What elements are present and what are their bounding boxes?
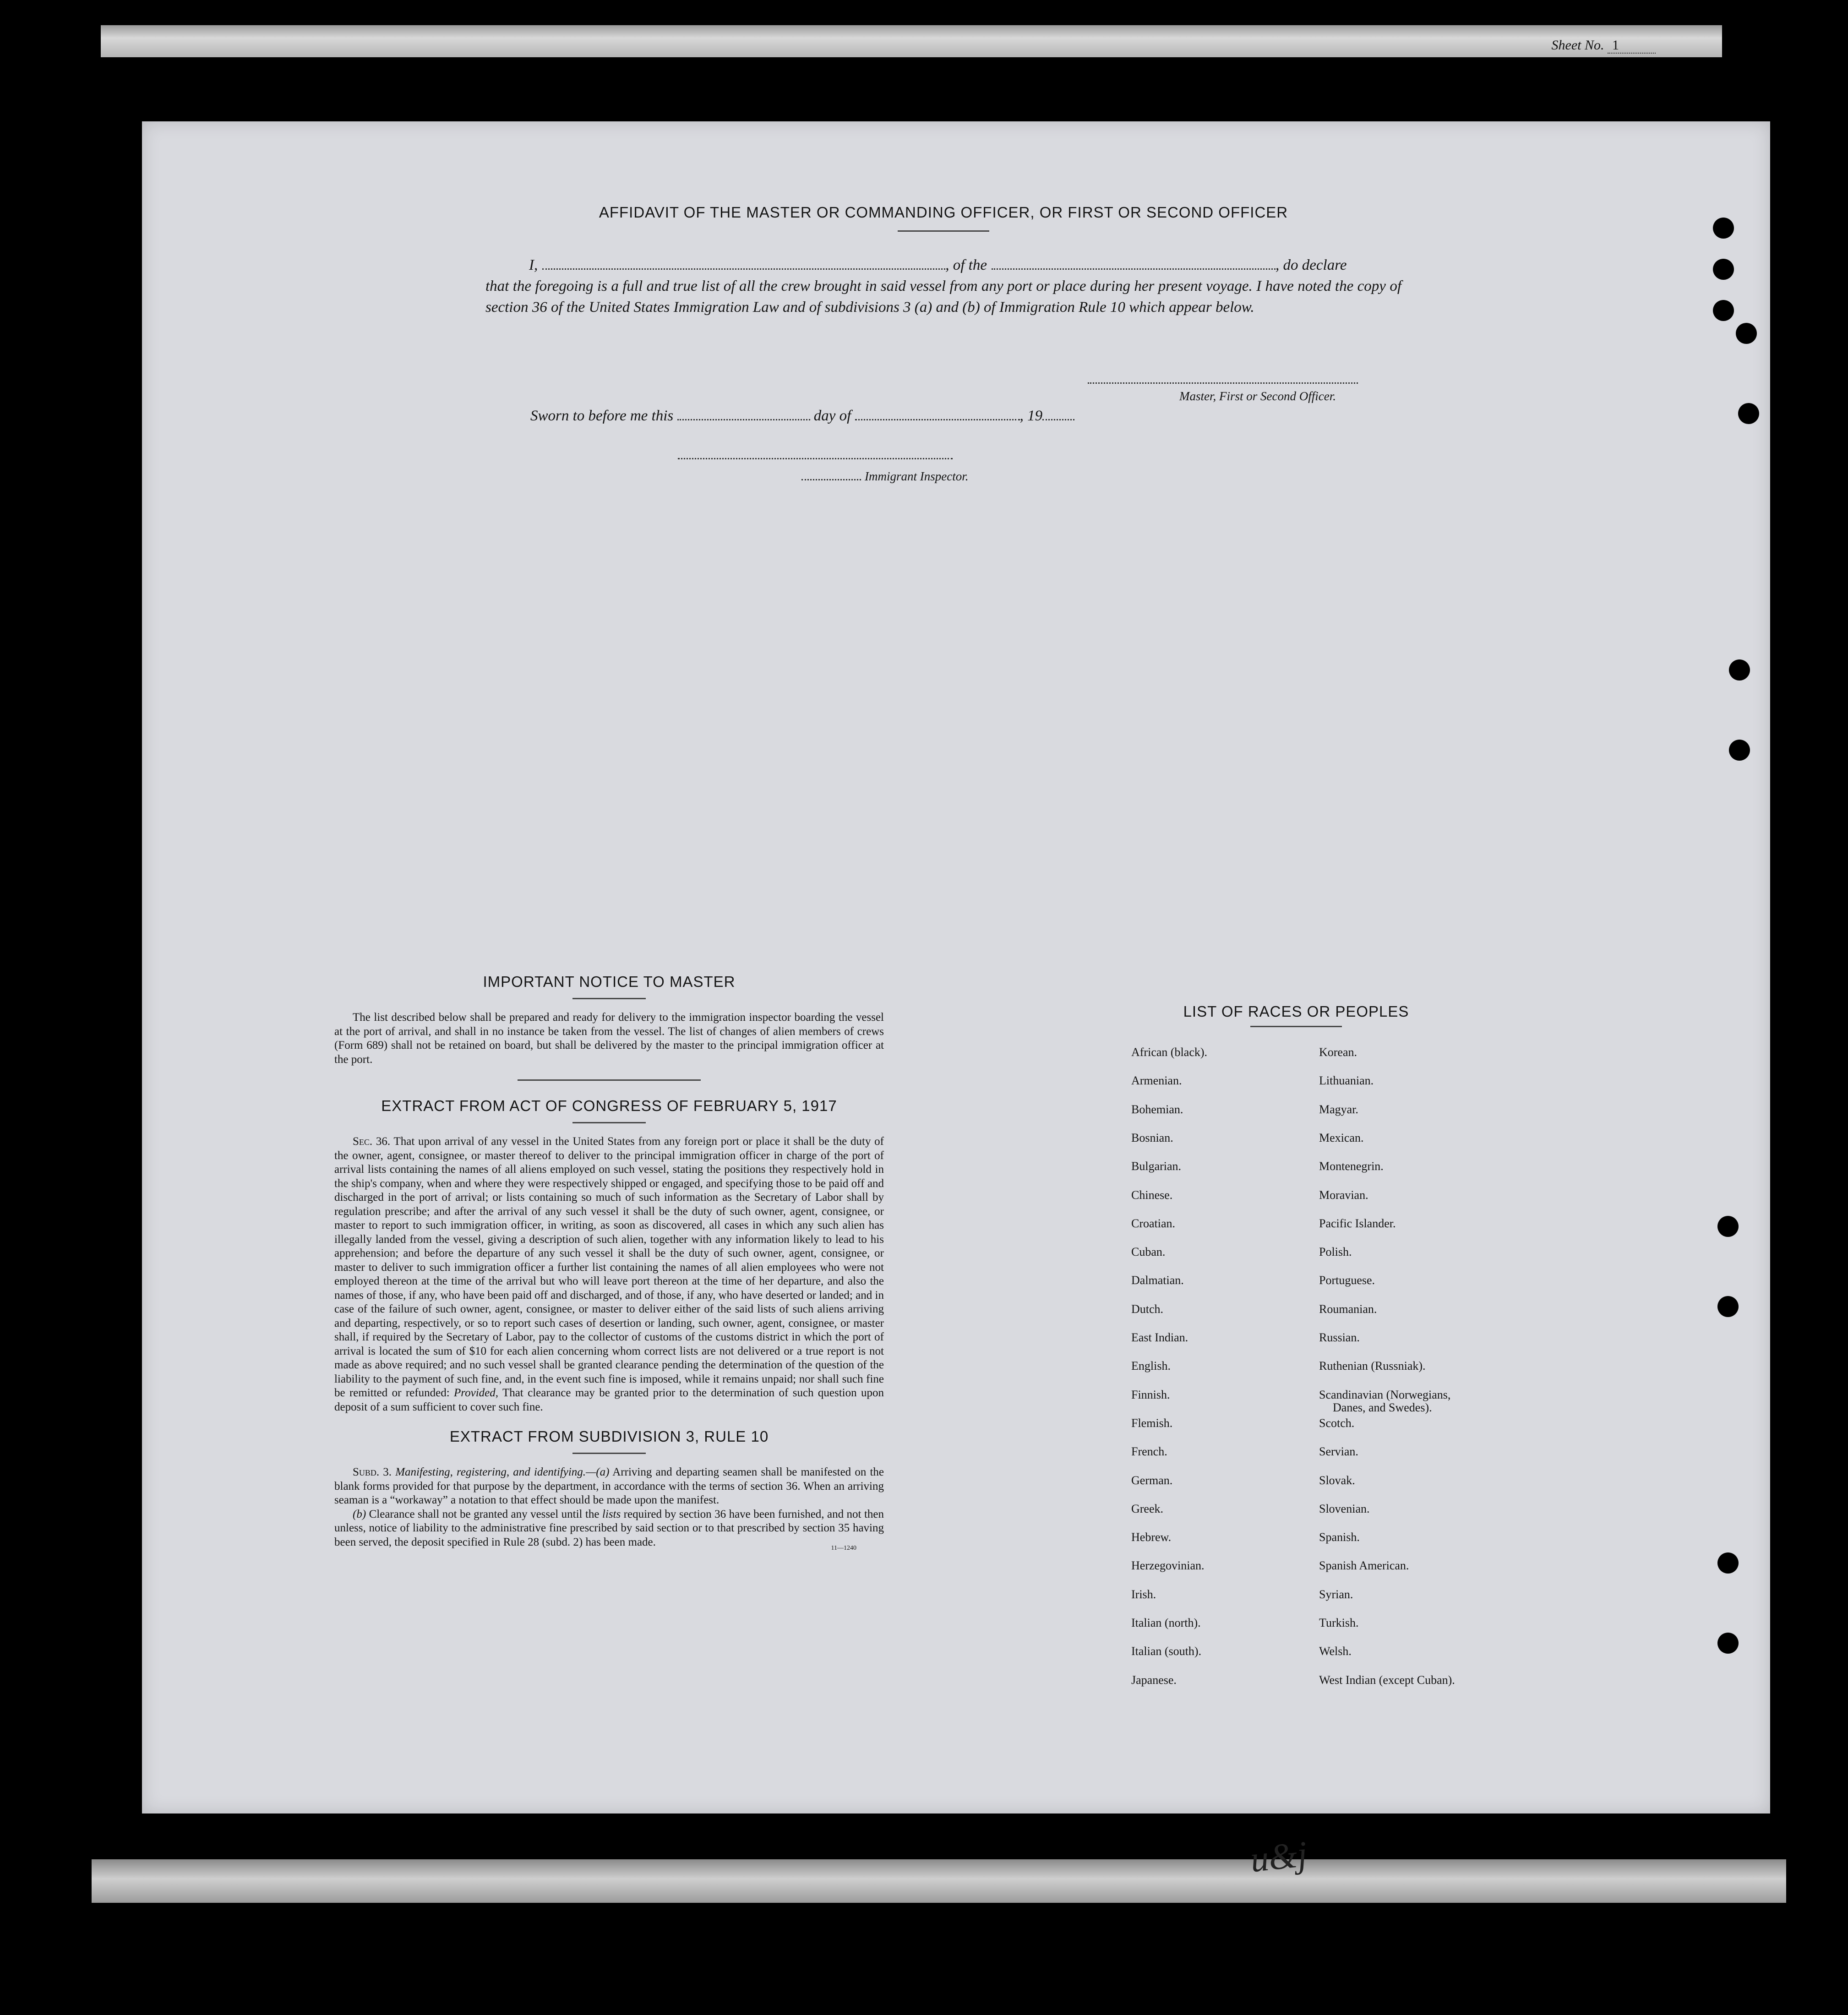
punch-hole (1713, 259, 1734, 280)
affidavit-text (485, 255, 1401, 318)
day-of-label: day of (813, 408, 851, 424)
race-item: East Indian. (1131, 1331, 1188, 1344)
race-item: English. (1131, 1359, 1171, 1373)
race-item: Spanish American. (1319, 1559, 1409, 1573)
race-item: Bulgarian. (1131, 1160, 1182, 1173)
race-item: Pacific Islander. (1319, 1216, 1396, 1230)
race-item: Japanese. (1131, 1673, 1177, 1687)
punch-hole (1717, 1633, 1739, 1654)
affidavit-section (485, 204, 1401, 318)
signature-line (1088, 382, 1358, 384)
inspector-label: Immigrant Inspector. (865, 469, 969, 483)
race-item: Finnish. (1131, 1388, 1170, 1401)
rule-subd-a-marker: —(a) (586, 1466, 610, 1478)
race-item: Danes, and Swedes). (1333, 1400, 1432, 1414)
race-item: Scandinavian (Norwegians, (1319, 1388, 1451, 1401)
rule-subd-a-text: Arriving and departing seamen shall be manifested on the blank forms provided for that purpose by the department, in accordance with the terms of section 36. When an arriving seaman is a “workaway” a notation to that effect should be made upon the manifest. (334, 1466, 884, 1506)
race-item: Spanish. (1319, 1530, 1360, 1544)
act-text (334, 1135, 884, 1414)
rule-subd-b-lists: lists (602, 1508, 621, 1520)
race-item: Chinese. (1131, 1188, 1173, 1202)
race-item: Mexican. (1319, 1131, 1364, 1144)
race-item: Portuguese. (1319, 1274, 1375, 1287)
act-text-end: That clearance may be granted prior to the determination of such question upon deposit of a sum sufficient to cover such fine. (334, 1387, 884, 1413)
race-item: Montenegrin. (1319, 1160, 1384, 1173)
punch-hole (1738, 403, 1759, 424)
race-item: Ruthenian (Russniak). (1319, 1359, 1426, 1373)
races-rule (1250, 1026, 1342, 1027)
month-blank (855, 419, 1020, 420)
inspector-signature (801, 469, 968, 484)
races-title: LIST OF RACES OR PEOPLES (1183, 1003, 1409, 1020)
race-item: Scotch. (1319, 1416, 1355, 1430)
name-blank (542, 268, 945, 270)
notice-column (334, 973, 884, 1552)
race-item: Slovenian. (1319, 1502, 1370, 1515)
race-item: Italian (south). (1131, 1645, 1202, 1658)
act-provided: Provided, (454, 1387, 498, 1399)
punch-hole (1713, 300, 1734, 321)
act-text-main: That upon arrival of any vessel in the United States from any foreign port or place it shall be the duty of the owner, agent, consignee, or master thereof to deliver to the principal immigration officer in charge of the port of arrival lists containing the names of all aliens employed on such vessel, stating the positions they respectively hold in the ship's company, when and where they were respectively shipped or engaged, and specifying those to be paid off and discharged in the port of arrival; or lists containing so much of such information as the Secretary of Labor shall by regulation prescribe; and after the arrival of any such vessel it shall be the duty of such owner, agent, consignee, or master to report to such immigration officer, in writing, as soon as discovered, all cases in which any such alien has illegally landed from the vessel, giving a description of such alien, together with any information likely to lead to his apprehension; and before the departure of any such vessel it shall be the duty of such owner, agent, consignee, or master to deliver to such immigration officer a further list containing the names of all alien employees who were not employed thereon at the time of the arrival but who will leave port thereon at the time of her departure, and also the names of those, if any, who have been paid off and discharged, and of those, if any, who have deserted or landed; and in case of the failure of such owner, agent, consignee, or master to deliver either of the said lists of such aliens arriving and departing, respectively, or so to report such cases of desertion or landing, such owner, agent, consignee, or master shall, if required by the Secretary of Labor, pay to the collector of customs of the customs district in which the port of arrival is located the sum of $10 for each alien concerning whom correct lists are not delivered or a true report is not made as above required; and no such vessel shall be granted clearance pending the determination of the question of the liability to the payment of such fine, and, in the event such fine is imposed, while it remains unpaid; nor shall such fine be remitted or refunded: (334, 1135, 884, 1399)
race-item: German. (1131, 1473, 1173, 1487)
race-item: Korean. (1319, 1046, 1357, 1059)
race-item: Polish. (1319, 1245, 1352, 1259)
vessel-blank (992, 268, 1276, 270)
race-item: Irish. (1131, 1587, 1156, 1601)
race-item: Italian (north). (1131, 1616, 1201, 1629)
rule-title: EXTRACT FROM SUBDIVISION 3, RULE 10 (449, 1428, 769, 1445)
sworn-label: Sworn to before me this (530, 408, 674, 424)
affidavit-i: I, (529, 257, 538, 273)
race-item: French. (1131, 1445, 1167, 1459)
rule-subd-a (334, 1465, 884, 1508)
act-title: EXTRACT FROM ACT OF CONGRESS OF FEBRUARY 5, 1917 (381, 1097, 837, 1114)
inspector-line (678, 458, 953, 459)
rule-subd-b-text1: Clearance shall not be granted any vessel until the (369, 1508, 600, 1520)
punch-hole (1717, 1216, 1739, 1237)
race-item: Slovak. (1319, 1473, 1355, 1487)
notice-divider (518, 1079, 701, 1081)
race-item: Greek. (1131, 1502, 1164, 1515)
race-item: Dutch. (1131, 1302, 1164, 1316)
rule-subd-b-text2: required by section 36 have been furnished, and not then unless, notice of liability to the administrative fine prescribed by said section or to that prescribed by section 35 having been served, the deposit specified in Rule 28 (subd. 2) has been made. (334, 1508, 884, 1548)
race-item: Servian. (1319, 1445, 1358, 1459)
affidavit-title: AFFIDAVIT OF THE MASTER OR COMMANDING OFFICER, OR FIRST OR SECOND OFFICER (599, 204, 1288, 221)
race-item: African (black). (1131, 1046, 1208, 1059)
rule-subd-label: Subd. 3. (353, 1466, 392, 1478)
race-item: Croatian. (1131, 1216, 1176, 1230)
race-item: Armenian. (1131, 1074, 1182, 1088)
punch-hole (1713, 218, 1734, 239)
affidavit-body: that the foregoing is a full and true list of all the crew brought in said vessel from any port or place during her present voyage. I have noted the copy of section 36 of the United States Immigration Law and of subdivisions 3 (a) and (b) of Immigration Rule 10 which appear below. (485, 278, 1401, 316)
race-item: Flemish. (1131, 1416, 1173, 1430)
race-item: Magyar. (1319, 1102, 1358, 1116)
rule-subd-b-marker: (b) (353, 1508, 366, 1520)
punch-hole (1729, 740, 1750, 761)
affidavit-first-line (485, 255, 1401, 276)
sworn-line (530, 408, 1074, 425)
year-prefix: , 19 (1019, 408, 1043, 424)
race-item: Bohemian. (1131, 1102, 1183, 1116)
race-item: Cuban. (1131, 1245, 1166, 1259)
rule-subd-heading: Manifesting, registering, and identifying. (395, 1466, 586, 1478)
day-blank (677, 419, 810, 420)
rule-subd-b (334, 1508, 884, 1550)
punch-hole (1717, 1552, 1739, 1574)
affidavit-declare: , do declare (1275, 257, 1347, 273)
notice-rule (572, 998, 646, 999)
punch-hole (1736, 323, 1757, 344)
year-blank (1042, 419, 1074, 420)
sheet-number (1552, 38, 1656, 53)
rule-rule (572, 1453, 646, 1454)
race-item: Turkish. (1319, 1616, 1359, 1629)
signature-label: Master, First or Second Officer. (1179, 389, 1336, 403)
notice-title: IMPORTANT NOTICE TO MASTER (483, 973, 736, 990)
punch-hole (1717, 1296, 1739, 1317)
race-item: Herzegovinian. (1131, 1559, 1205, 1573)
bottom-handwriting: u&j (1248, 1834, 1309, 1880)
notice-text: The list described below shall be prepared and ready for delivery to the immigration inspector boarding the vessel at the port of arrival, and shall in no instance be taken from the vessel. The list of changes of alien members of crews (Form 689) shall not be retained on board, but shall be delivered by the master to the principal immigration officer at the port. (334, 1011, 884, 1066)
race-item: Syrian. (1319, 1587, 1353, 1601)
race-item: Dalmatian. (1131, 1274, 1184, 1287)
race-item: West Indian (except Cuban). (1319, 1673, 1455, 1687)
race-item: Welsh. (1319, 1645, 1352, 1658)
sheet-number-value: 1 (1608, 38, 1656, 54)
film-top-strip (101, 25, 1722, 57)
inspector-blank (801, 479, 861, 480)
act-rule (572, 1122, 646, 1123)
race-item: Hebrew. (1131, 1530, 1172, 1544)
affidavit-of-the: , of the (945, 257, 987, 273)
race-item: Bosnian. (1131, 1131, 1173, 1144)
race-item: Lithuanian. (1319, 1074, 1374, 1088)
races-section (1131, 1003, 1461, 1687)
race-item: Moravian. (1319, 1188, 1368, 1202)
sheet-number-label: Sheet No. (1551, 38, 1604, 53)
document-page (142, 121, 1770, 1814)
race-item: Russian. (1319, 1331, 1360, 1344)
act-section-label: Sec. 36. (353, 1135, 391, 1148)
form-number: 11—1240 (831, 1545, 856, 1552)
affidavit-rule (898, 230, 989, 232)
film-bottom-strip (92, 1859, 1786, 1903)
punch-hole (1729, 659, 1750, 681)
race-item: Roumanian. (1319, 1302, 1377, 1316)
